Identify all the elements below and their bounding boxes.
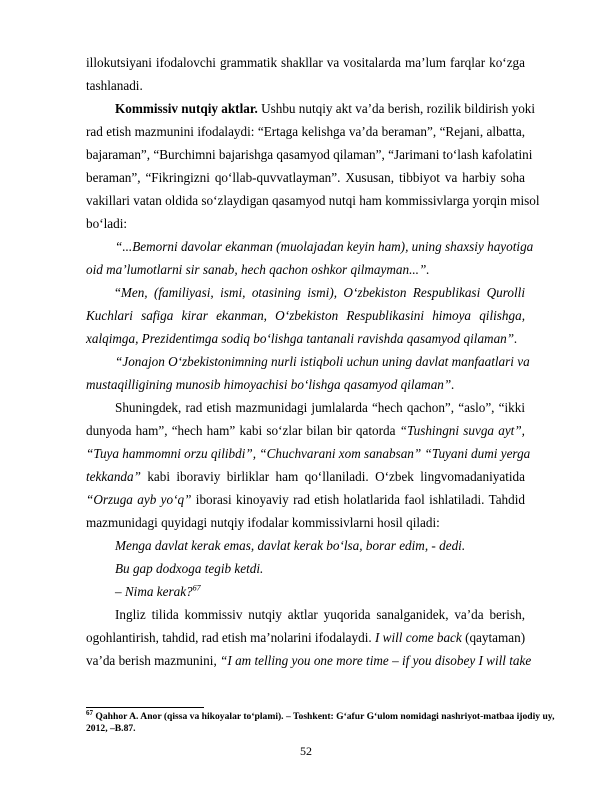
body-line	[86, 626, 525, 649]
footnote	[86, 708, 555, 723]
section-heading: Kommissiv nutqiy aktlar.	[115, 101, 258, 116]
body-line	[86, 419, 525, 442]
body-line: tashlanadi.	[86, 78, 143, 93]
body-line: Shuningdek, rad etish mazmunidagi jumlalarda “hech qachon”, “aslo”, “ikki	[115, 400, 525, 415]
body-text: (qaytaman)	[465, 630, 526, 645]
quote-line: xalqimga, Prezidentimga sodiq bo‘lishga tantanali ravishda qasamyod qilaman”.	[86, 331, 518, 346]
english-example: I will come back	[374, 630, 462, 645]
body-line	[86, 488, 525, 511]
footnote-text: Qahhor A. Anor (qissa va hikoyalar to‘plami). – Toshkent: G‘afur G‘ulom nomidagi nashriyot-matbaa ijodiy uy,	[95, 711, 555, 722]
english-example: “I am telling you one more time – if you disobey I will take	[220, 653, 532, 668]
paragraph-kommissiv	[115, 97, 536, 120]
body-text: kabi iboraviy birliklar ham qo‘llaniladi. O‘zbek lingvomadaniyatida	[147, 469, 525, 484]
body-text: dunyoda ham”, “hech ham” kabi so‘zlar bilan bir qatorda	[86, 423, 396, 438]
idiom-line: “Tuya hammomni orzu qilibdi”, “Chuchvarani xom sanabsan” “Tuyani dumi yerga	[86, 446, 531, 461]
body-text: iborasi kinoyaviy rad etish holatlarida faol ishlatiladi. Tahdid	[195, 492, 526, 507]
body-text: ogohlantirish, tahdid, rad etish ma’nolarini ifodalaydi.	[86, 630, 372, 645]
body-line	[86, 465, 525, 488]
body-line: Ingliz tilida kommissiv nutqiy aktlar yuqorida sanalganidek, va’da berish,	[115, 607, 525, 622]
footnote-divider	[86, 707, 204, 708]
body-line: bo‘ladi:	[86, 216, 128, 231]
idiom-text: “Tushingni suvga ayt”,	[399, 423, 525, 438]
example-line	[115, 580, 525, 603]
footnote-ref: 67	[192, 583, 201, 593]
quote-line: “Jonajon O‘zbekistonimning nurli istiqboli uchun uning davlat manfaatlari va	[115, 354, 530, 369]
footnote-number: 67	[86, 708, 93, 717]
body-line: illokutsiyani ifodalovchi grammatik shakllar va vositalarda ma’lum farqlar ko‘zga	[86, 55, 525, 70]
body-line: beraman”, “Fikringizni qo‘llab-quvvatlayman”. Xususan, tibbiyot va harbiy soha	[86, 170, 525, 185]
example-line: Bu gap dodxoga tegib ketdi.	[115, 561, 264, 576]
body-text: va’da berish mazmunini,	[86, 653, 217, 668]
page-number: 52	[300, 744, 312, 758]
quote-line: mustaqilligining munosib himoyachisi bo‘lishga qasamyod qilaman”.	[86, 377, 455, 392]
quote-line: Kuchlari safiga kirar ekanman, O‘zbekiston Respublikasini himoya qilishga,	[86, 308, 525, 323]
quote-line: oid ma’lumotlarni sir sanab, hech qachon oshkor qilmayman...”.	[86, 262, 430, 277]
body-line: mazmunidagi quyidagi nutqiy ifodalar kommissivlarni hosil qiladi:	[86, 515, 440, 530]
quote-text: Men, (familiyasi, ismi, otasining ismi), O‘zbekiston Respublikasi Qurolli	[120, 285, 525, 300]
example-line: Menga davlat kerak emas, davlat kerak bo‘lsa, borar edim, - dedi.	[115, 538, 466, 553]
quote-line: “...Bemorni davolar ekanman (muolajadan keyin ham), uning shaxsiy hayotiga	[115, 239, 534, 254]
body-line: vakillari vatan oldida so‘zlaydigan qasamyod nutqi ham kommissivlarga yorqin misol	[86, 193, 540, 208]
example-text: – Nima kerak?	[115, 584, 193, 599]
body-text: Ushbu nutqiy akt va’da berish, rozilik bildirish yoki	[261, 101, 536, 116]
open-quote: “	[115, 285, 121, 300]
idiom-text: “Orzuga ayb yo‘q”	[86, 492, 192, 507]
body-line: rad etish mazmunini ifodalaydi: “Ertaga kelishga va’da beraman”, “Rejani, albatta,	[86, 124, 525, 139]
footnote-line: 2012, –B.87.	[86, 723, 136, 734]
body-line	[86, 649, 532, 672]
oath-line	[115, 281, 525, 304]
idiom-text: tekkanda”	[86, 469, 141, 484]
body-line: bajaraman”, “Burchimni bajarishga qasamyod qilaman”, “Jarimani to‘lash kafolatini	[86, 147, 533, 162]
